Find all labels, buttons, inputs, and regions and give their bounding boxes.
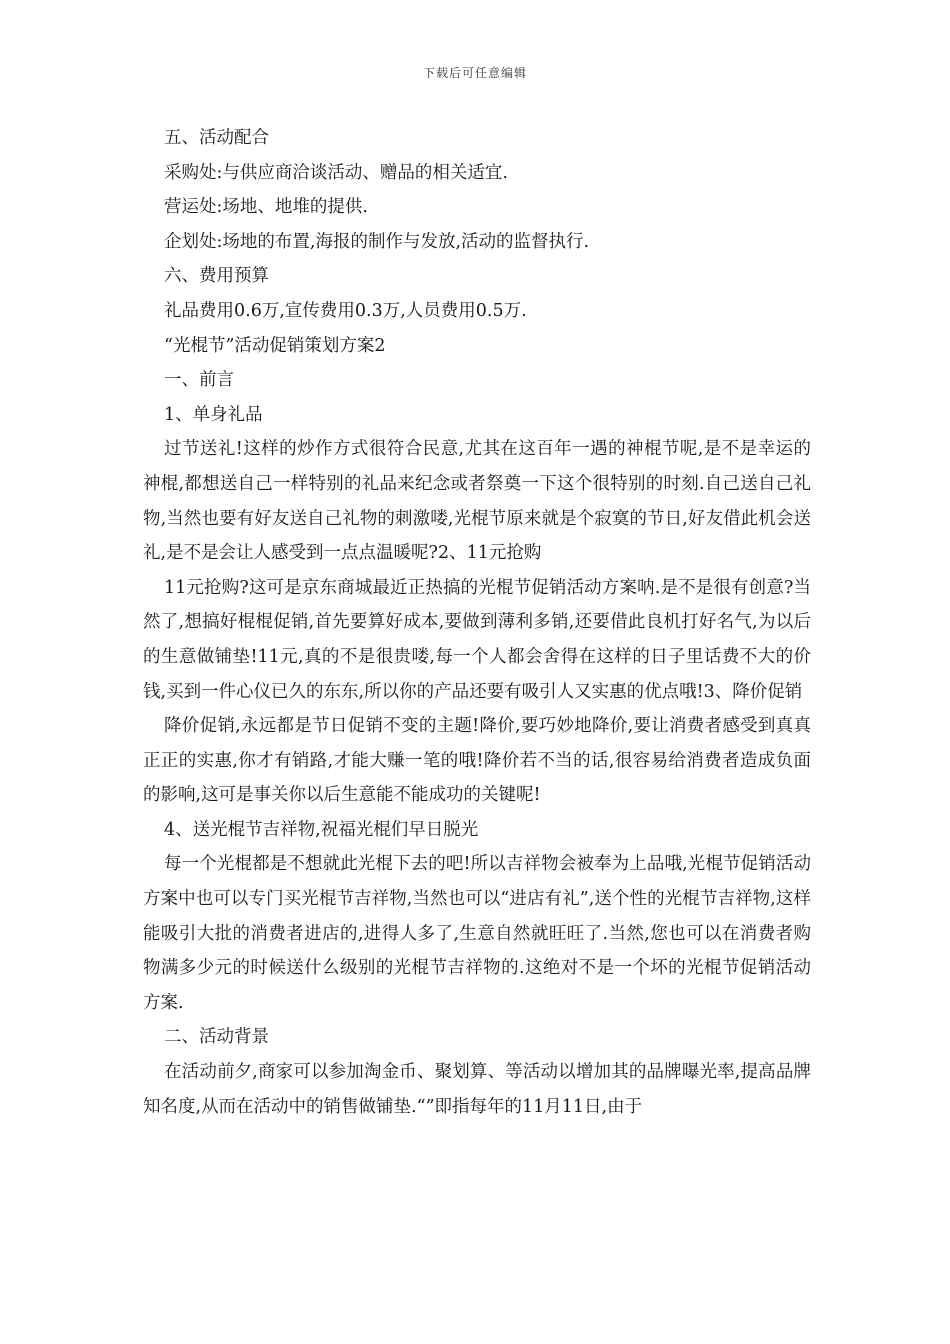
page-header: 下载后可任意编辑: [422, 66, 527, 80]
section-heading-background: 二、活动背景: [164, 1027, 269, 1048]
section-heading-activity-coordination: 五、活动配合: [164, 128, 269, 148]
paragraph-purchasing: 采购处:与供应商洽谈活动、赠品的相关适宜.: [164, 162, 508, 183]
paragraph-planning: 企划处:场地的布置,海报的制作与发放,活动的监督执行.: [164, 231, 590, 252]
paragraph-operations: 营运处:场地、地堆的提供.: [164, 197, 368, 218]
subheading-single-gift: 1、单身礼品: [164, 404, 263, 425]
section-heading-budget: 六、费用预算: [164, 266, 269, 287]
paragraph-mascot: 每一个光棍都是不想就此光棍下去的吧!所以吉祥物会被奉为上品哦,光棍节促销活动方案中也可以专门买光棍节吉祥物,当然也可以“进店有礼”,送个性的光棍节吉祥物,这样能吸引大批的消费者进店的,进得人多了,生意自然就旺旺了.当然,您也可以在消费者购物满多少元的时候送什么级别的光棍节吉祥物的.这绝对不是一个坏的光棍节促销活动方案.: [143, 854, 811, 1013]
paragraph-price-cut: 降价促销,永远都是节日促销不变的主题!降价,要巧妙地降价,要让消费者感受到真真正正的实惠,你才有销路,才能大赚一笔的哦!降价若不当的话,很容易给消费者造成负面的影响,这可是事关你以后生意能不能成功的关键呢!: [143, 716, 811, 806]
plan-title: “光棍节”活动促销策划方案2: [164, 335, 386, 356]
subheading-mascot: 4、送光棍节吉祥物,祝福光棍们早日脱光: [164, 819, 479, 840]
paragraph-background: 在活动前夕,商家可以参加淘金币、聚划算、等活动以增加其的品牌曝光率,提高品牌知名度,从而在活动中的销售做铺垫.“”即指每年的11月11日,由于: [143, 1062, 811, 1117]
section-heading-preface: 一、前言: [164, 370, 234, 391]
paragraph-11-yuan: 11元抢购?这可是京东商城最近正热搞的光棍节促销活动方案呐.是不是很有创意?当然了,想搞好棍棍促销,首先要算好成本,要做到薄利多销,还要借此良机打好名气,为以后的生意做铺垫!11元,真的不是很贵喽,每一个人都会舍得在这样的日子里话费不大的价钱,买到一件心仪已久的东东,所以你的产品还要有吸引人又实惠的优点哦!3、降价促销: [143, 577, 811, 702]
paragraph-gift: 过节送礼!这样的炒作方式很符合民意,尤其在这百年一遇的神棍节呢,是不是幸运的神棍,都想送自己一样特别的礼品来纪念或者祭奠一下这个很特别的时刻.自己送自己礼物,当然也要有好友送自己礼物的刺激喽,光棍节原来就是个寂寞的节日,好友借此机会送礼,是不是会让人感受到一点点温暖呢?2、11元抢购: [143, 439, 811, 564]
paragraph-budget: 礼品费用0.6万,宣传费用0.3万,人员费用0.5万.: [164, 300, 527, 321]
document-body: [143, 121, 811, 1124]
